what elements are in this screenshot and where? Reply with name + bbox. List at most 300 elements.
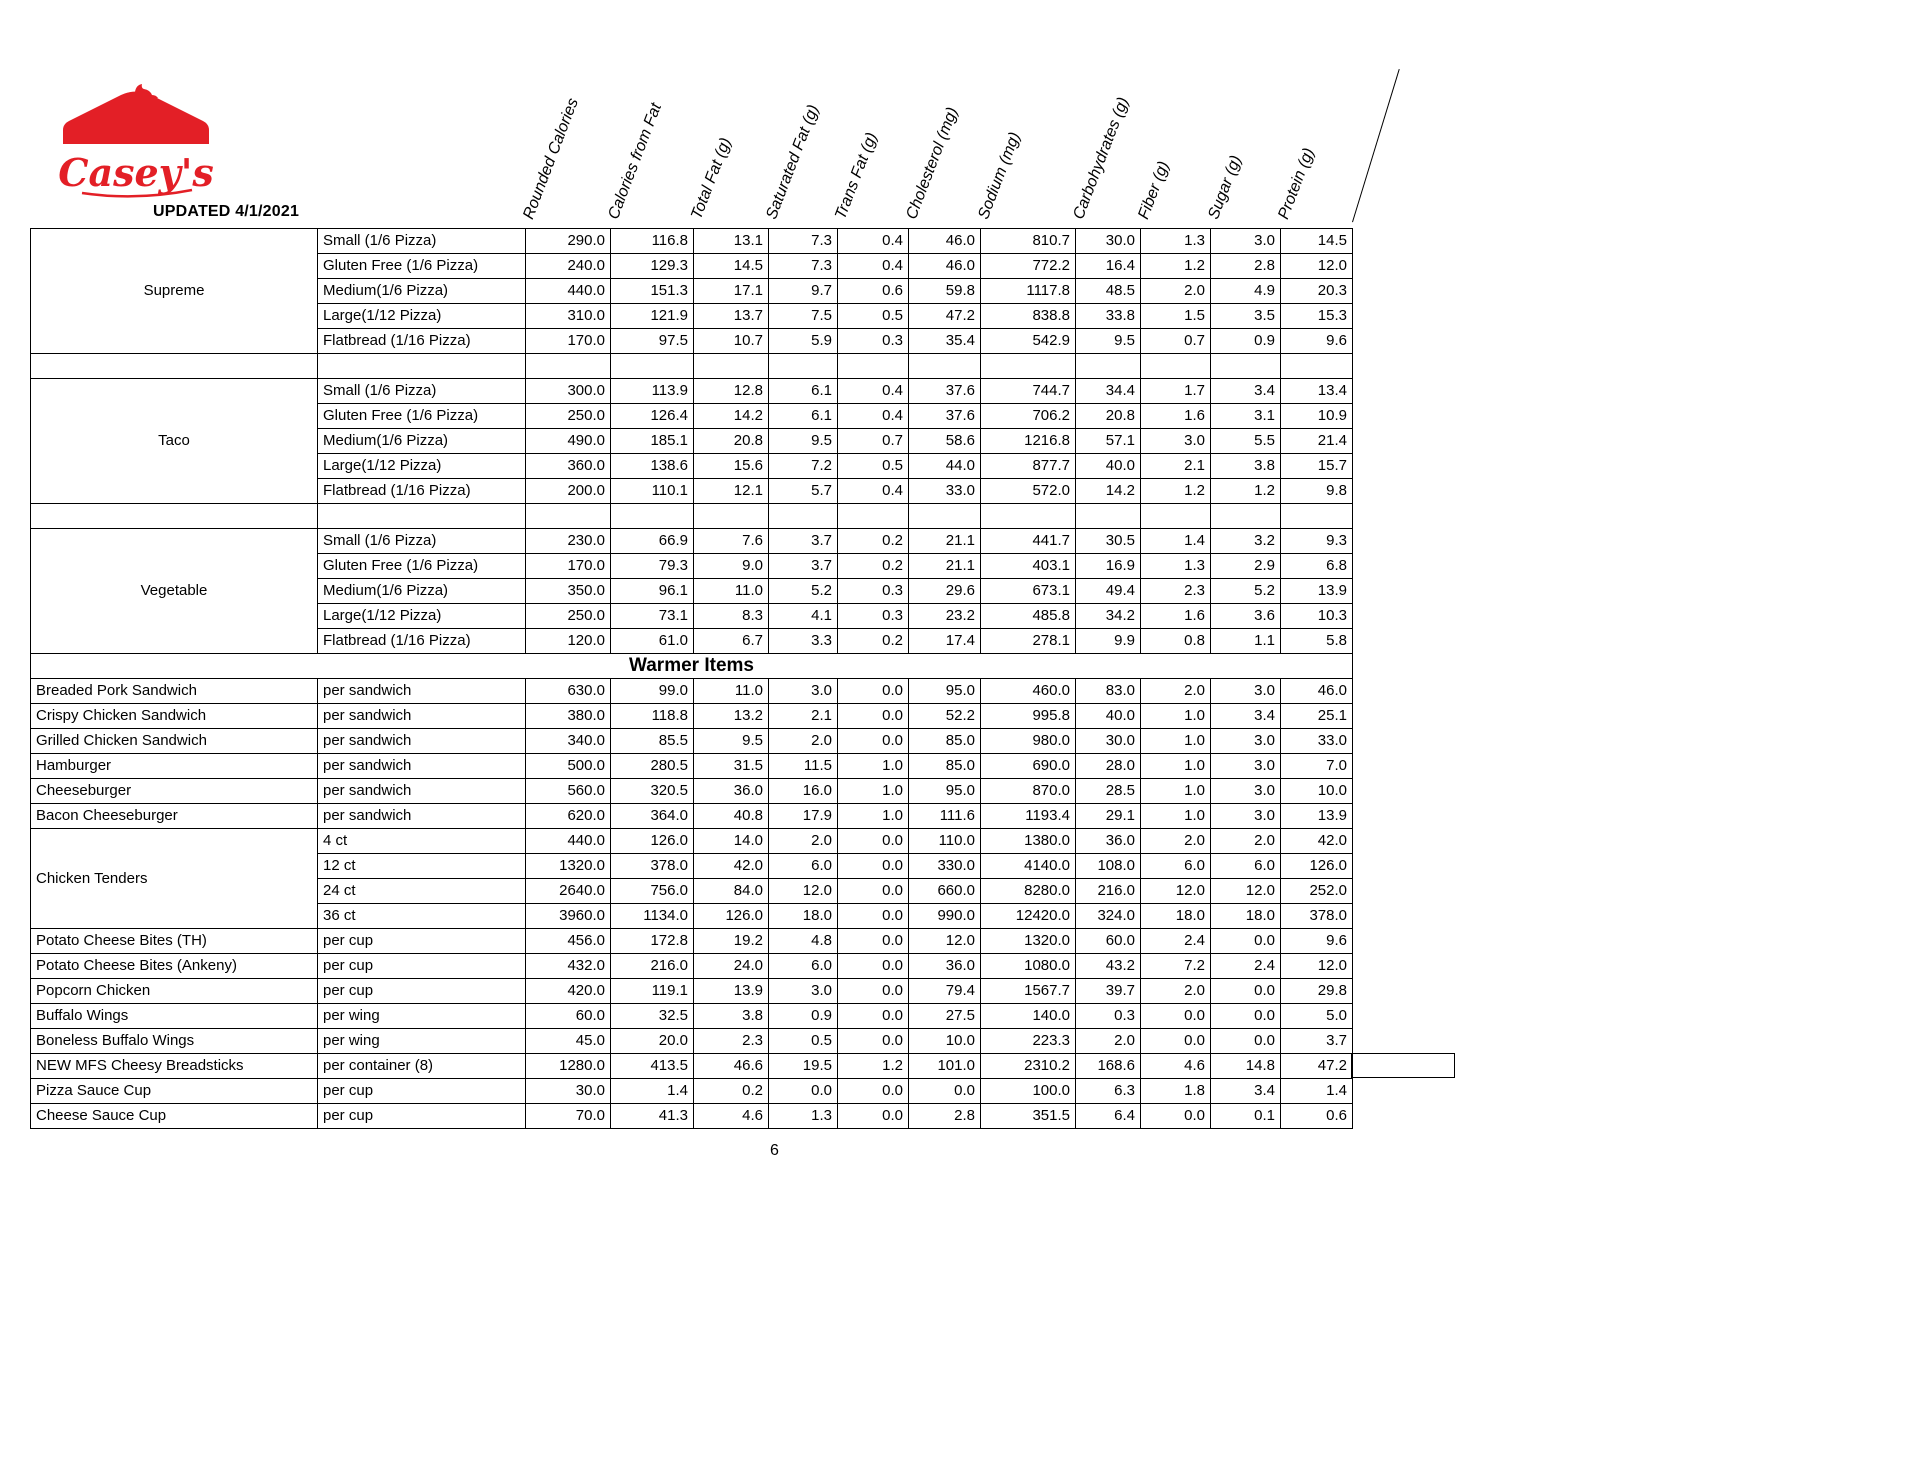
nutrition-value-cell: 29.1 [1076, 804, 1141, 829]
nutrition-value-cell: 0.4 [838, 379, 909, 404]
nutrition-value-cell: 2310.2 [981, 1054, 1076, 1079]
nutrition-value-cell: 33.8 [1076, 304, 1141, 329]
nutrition-value-cell: 113.9 [611, 379, 694, 404]
nutrition-value-cell: 200.0 [526, 479, 611, 504]
nutrition-value-cell: 14.0 [694, 829, 769, 854]
nutrition-value-cell: 170.0 [526, 329, 611, 354]
nutrition-value-cell: 440.0 [526, 829, 611, 854]
spacer-cell [909, 354, 981, 379]
table-row [31, 1054, 1353, 1079]
nutrition-value-cell: 252.0 [1281, 879, 1353, 904]
item-name-cell: Popcorn Chicken [31, 979, 318, 1004]
nutrition-value-cell: 5.8 [1281, 629, 1353, 654]
nutrition-value-cell: 40.0 [1076, 704, 1141, 729]
nutrition-value-cell: 27.5 [909, 1004, 981, 1029]
serving-size-cell: per sandwich [318, 729, 526, 754]
serving-size-cell: per sandwich [318, 754, 526, 779]
nutrition-value-cell: 838.8 [981, 304, 1076, 329]
nutrition-value-cell: 1.0 [838, 754, 909, 779]
nutrition-value-cell: 3.0 [1211, 679, 1281, 704]
nutrition-value-cell: 39.7 [1076, 979, 1141, 1004]
column-headers [0, 0, 1920, 228]
item-name-cell: Grilled Chicken Sandwich [31, 729, 318, 754]
nutrition-value-cell: 2.1 [769, 704, 838, 729]
nutrition-value-cell: 14.2 [1076, 479, 1141, 504]
nutrition-value-cell: 572.0 [981, 479, 1076, 504]
nutrition-value-cell: 7.5 [769, 304, 838, 329]
nutrition-value-cell: 32.5 [611, 1004, 694, 1029]
nutrition-value-cell: 9.5 [769, 429, 838, 454]
column-header-calories-from-fat: Calories from Fat [605, 100, 666, 222]
table-row [31, 1029, 1353, 1054]
item-name-cell: Bacon Cheeseburger [31, 804, 318, 829]
nutrition-value-cell: 3.0 [1211, 754, 1281, 779]
nutrition-value-cell: 36.0 [909, 954, 981, 979]
item-name-cell: Hamburger [31, 754, 318, 779]
nutrition-value-cell: 70.0 [526, 1104, 611, 1129]
nutrition-value-cell: 5.2 [1211, 579, 1281, 604]
nutrition-value-cell: 100.0 [981, 1079, 1076, 1104]
nutrition-value-cell: 84.0 [694, 879, 769, 904]
nutrition-value-cell: 0.0 [1211, 929, 1281, 954]
nutrition-value-cell: 2.3 [1141, 579, 1211, 604]
nutrition-value-cell: 15.7 [1281, 454, 1353, 479]
nutrition-value-cell: 3.5 [1211, 304, 1281, 329]
nutrition-value-cell: 2.1 [1141, 454, 1211, 479]
column-header-protein-g: Protein (g) [1275, 145, 1318, 222]
nutrition-value-cell: 7.6 [694, 529, 769, 554]
nutrition-value-cell: 1.2 [1141, 254, 1211, 279]
nutrition-value-cell: 5.7 [769, 479, 838, 504]
item-name-cell: Buffalo Wings [31, 1004, 318, 1029]
nutrition-value-cell: 2.0 [1076, 1029, 1141, 1054]
nutrition-value-cell: 118.8 [611, 704, 694, 729]
nutrition-value-cell: 756.0 [611, 879, 694, 904]
nutrition-value-cell: 10.0 [1281, 779, 1353, 804]
nutrition-value-cell: 119.1 [611, 979, 694, 1004]
nutrition-value-cell: 3.0 [1141, 429, 1211, 454]
nutrition-value-cell: 5.5 [1211, 429, 1281, 454]
nutrition-value-cell: 14.5 [1281, 229, 1353, 254]
nutrition-value-cell: 47.2 [1281, 1054, 1353, 1079]
nutrition-value-cell: 140.0 [981, 1004, 1076, 1029]
nutrition-value-cell: 9.5 [694, 729, 769, 754]
serving-size-cell: 4 ct [318, 829, 526, 854]
serving-size-cell: per cup [318, 929, 526, 954]
nutrition-value-cell: 7.2 [769, 454, 838, 479]
nutrition-value-cell: 13.7 [694, 304, 769, 329]
nutrition-value-cell: 30.0 [1076, 729, 1141, 754]
nutrition-value-cell: 46.0 [909, 254, 981, 279]
nutrition-value-cell: 0.0 [838, 854, 909, 879]
nutrition-value-cell: 66.9 [611, 529, 694, 554]
nutrition-value-cell: 877.7 [981, 454, 1076, 479]
nutrition-value-cell: 48.5 [1076, 279, 1141, 304]
nutrition-value-cell: 126.0 [611, 829, 694, 854]
spacer-cell [981, 504, 1076, 529]
nutrition-value-cell: 290.0 [526, 229, 611, 254]
nutrition-value-cell: 2.0 [769, 829, 838, 854]
nutrition-value-cell: 17.9 [769, 804, 838, 829]
nutrition-value-cell: 37.6 [909, 379, 981, 404]
nutrition-value-cell: 12.0 [1141, 879, 1211, 904]
nutrition-value-cell: 83.0 [1076, 679, 1141, 704]
nutrition-value-cell: 57.1 [1076, 429, 1141, 454]
table-row [31, 929, 1353, 954]
nutrition-value-cell: 5.0 [1281, 1004, 1353, 1029]
nutrition-value-cell: 620.0 [526, 804, 611, 829]
nutrition-value-cell: 4.6 [1141, 1054, 1211, 1079]
spacer-cell [318, 504, 526, 529]
nutrition-value-cell: 744.7 [981, 379, 1076, 404]
nutrition-value-cell: 85.0 [909, 729, 981, 754]
nutrition-value-cell: 3.2 [1211, 529, 1281, 554]
nutrition-value-cell: 278.1 [981, 629, 1076, 654]
nutrition-value-cell: 3.4 [1211, 1079, 1281, 1104]
nutrition-value-cell: 460.0 [981, 679, 1076, 704]
nutrition-value-cell: 1.7 [1141, 379, 1211, 404]
nutrition-value-cell: 0.0 [838, 904, 909, 929]
spacer-cell [611, 354, 694, 379]
nutrition-value-cell: 9.8 [1281, 479, 1353, 504]
empty-side-cell [1351, 1053, 1455, 1078]
nutrition-value-cell: 0.0 [838, 829, 909, 854]
serving-size-cell: Flatbread (1/16 Pizza) [318, 479, 526, 504]
nutrition-value-cell: 12.0 [1281, 254, 1353, 279]
nutrition-value-cell: 340.0 [526, 729, 611, 754]
serving-size-cell: Large(1/12 Pizza) [318, 604, 526, 629]
nutrition-value-cell: 1280.0 [526, 1054, 611, 1079]
nutrition-value-cell: 351.5 [981, 1104, 1076, 1129]
item-name-cell: Pizza Sauce Cup [31, 1079, 318, 1104]
nutrition-value-cell: 10.0 [909, 1029, 981, 1054]
spacer-row [31, 504, 1353, 529]
table-row [31, 704, 1353, 729]
nutrition-value-cell: 2.0 [769, 729, 838, 754]
nutrition-value-cell: 30.5 [1076, 529, 1141, 554]
table-row [31, 979, 1353, 1004]
nutrition-value-cell: 6.1 [769, 404, 838, 429]
item-name-cell: Cheese Sauce Cup [31, 1104, 318, 1129]
nutrition-value-cell: 0.2 [838, 554, 909, 579]
nutrition-value-cell: 12.0 [909, 929, 981, 954]
nutrition-value-cell: 95.0 [909, 679, 981, 704]
nutrition-value-cell: 0.0 [838, 679, 909, 704]
nutrition-value-cell: 17.4 [909, 629, 981, 654]
spacer-cell [981, 354, 1076, 379]
nutrition-value-cell: 9.9 [1076, 629, 1141, 654]
nutrition-value-cell: 3.7 [769, 554, 838, 579]
nutrition-value-cell: 2.9 [1211, 554, 1281, 579]
nutrition-value-cell: 12.8 [694, 379, 769, 404]
nutrition-value-cell: 2.4 [1211, 954, 1281, 979]
nutrition-value-cell: 3.7 [769, 529, 838, 554]
nutrition-value-cell: 0.7 [838, 429, 909, 454]
nutrition-value-cell: 18.0 [1141, 904, 1211, 929]
nutrition-value-cell: 3.8 [694, 1004, 769, 1029]
nutrition-value-cell: 1320.0 [981, 929, 1076, 954]
nutrition-value-cell: 3.4 [1211, 704, 1281, 729]
spacer-cell [694, 354, 769, 379]
nutrition-value-cell: 1.4 [1141, 529, 1211, 554]
nutrition-value-cell: 1.1 [1211, 629, 1281, 654]
nutrition-value-cell: 280.5 [611, 754, 694, 779]
spacer-cell [909, 504, 981, 529]
table-row [31, 779, 1353, 804]
nutrition-value-cell: 20.8 [694, 429, 769, 454]
nutrition-value-cell: 2.8 [1211, 254, 1281, 279]
nutrition-value-cell: 13.2 [694, 704, 769, 729]
nutrition-value-cell: 110.1 [611, 479, 694, 504]
spacer-cell [1076, 354, 1141, 379]
spacer-cell [1211, 504, 1281, 529]
nutrition-value-cell: 0.6 [838, 279, 909, 304]
nutrition-value-cell: 0.0 [838, 704, 909, 729]
nutrition-value-cell: 42.0 [1281, 829, 1353, 854]
nutrition-value-cell: 1.6 [1141, 604, 1211, 629]
nutrition-value-cell: 12.1 [694, 479, 769, 504]
nutrition-value-cell: 2640.0 [526, 879, 611, 904]
nutrition-value-cell: 330.0 [909, 854, 981, 879]
nutrition-value-cell: 8.3 [694, 604, 769, 629]
nutrition-value-cell: 168.6 [1076, 1054, 1141, 1079]
nutrition-value-cell: 542.9 [981, 329, 1076, 354]
spacer-cell [1281, 504, 1353, 529]
nutrition-value-cell: 240.0 [526, 254, 611, 279]
serving-size-cell: per cup [318, 1079, 526, 1104]
nutrition-value-cell: 0.5 [838, 454, 909, 479]
nutrition-value-cell: 138.6 [611, 454, 694, 479]
nutrition-value-cell: 1.4 [1281, 1079, 1353, 1104]
nutrition-value-cell: 97.5 [611, 329, 694, 354]
nutrition-value-cell: 0.4 [838, 404, 909, 429]
nutrition-value-cell: 24.0 [694, 954, 769, 979]
nutrition-value-cell: 1216.8 [981, 429, 1076, 454]
nutrition-value-cell: 1.8 [1141, 1079, 1211, 1104]
nutrition-value-cell: 3.6 [1211, 604, 1281, 629]
nutrition-value-cell: 18.0 [769, 904, 838, 929]
nutrition-value-cell: 126.0 [1281, 854, 1353, 879]
nutrition-value-cell: 630.0 [526, 679, 611, 704]
nutrition-value-cell: 121.9 [611, 304, 694, 329]
nutrition-value-cell: 28.0 [1076, 754, 1141, 779]
nutrition-value-cell: 216.0 [611, 954, 694, 979]
nutrition-value-cell: 7.0 [1281, 754, 1353, 779]
nutrition-value-cell: 36.0 [694, 779, 769, 804]
table-row [31, 1079, 1353, 1104]
nutrition-value-cell: 17.1 [694, 279, 769, 304]
updated-date-label: UPDATED 4/1/2021 [153, 203, 300, 220]
nutrition-value-cell: 129.3 [611, 254, 694, 279]
nutrition-value-cell: 1.0 [1141, 779, 1211, 804]
nutrition-value-cell: 485.8 [981, 604, 1076, 629]
serving-size-cell: Medium(1/6 Pizza) [318, 279, 526, 304]
column-header-fiber-g: Fiber (g) [1135, 159, 1173, 222]
nutrition-value-cell: 0.5 [838, 304, 909, 329]
nutrition-value-cell: 13.9 [1281, 579, 1353, 604]
table-row [31, 954, 1353, 979]
spacer-cell [1141, 354, 1211, 379]
nutrition-value-cell: 673.1 [981, 579, 1076, 604]
serving-size-cell: 12 ct [318, 854, 526, 879]
item-name-cell: Breaded Pork Sandwich [31, 679, 318, 704]
spacer-cell [31, 504, 318, 529]
nutrition-value-cell: 13.9 [694, 979, 769, 1004]
group-name-cell: Supreme [31, 229, 318, 354]
nutrition-value-cell: 0.0 [1141, 1104, 1211, 1129]
nutrition-value-cell: 2.4 [1141, 929, 1211, 954]
nutrition-value-cell: 34.4 [1076, 379, 1141, 404]
nutrition-value-cell: 810.7 [981, 229, 1076, 254]
nutrition-value-cell: 12.0 [1281, 954, 1353, 979]
nutrition-value-cell: 23.2 [909, 604, 981, 629]
nutrition-value-cell: 1117.8 [981, 279, 1076, 304]
nutrition-value-cell: 432.0 [526, 954, 611, 979]
nutrition-value-cell: 7.3 [769, 254, 838, 279]
nutrition-value-cell: 1.3 [1141, 554, 1211, 579]
nutrition-value-cell: 96.1 [611, 579, 694, 604]
nutrition-value-cell: 441.7 [981, 529, 1076, 554]
nutrition-value-cell: 3.0 [1211, 779, 1281, 804]
nutrition-value-cell: 9.5 [1076, 329, 1141, 354]
nutrition-value-cell: 403.1 [981, 554, 1076, 579]
nutrition-value-cell: 1.2 [1141, 479, 1211, 504]
nutrition-value-cell: 0.4 [838, 229, 909, 254]
nutrition-value-cell: 14.2 [694, 404, 769, 429]
nutrition-value-cell: 40.8 [694, 804, 769, 829]
spacer-cell [1141, 504, 1211, 529]
serving-size-cell: Small (1/6 Pizza) [318, 529, 526, 554]
nutrition-value-cell: 0.3 [1076, 1004, 1141, 1029]
nutrition-value-cell: 0.0 [838, 979, 909, 1004]
nutrition-value-cell: 3.0 [769, 679, 838, 704]
nutrition-value-cell: 995.8 [981, 704, 1076, 729]
table-row [31, 229, 1353, 254]
nutrition-value-cell: 33.0 [909, 479, 981, 504]
nutrition-value-cell: 4.1 [769, 604, 838, 629]
nutrition-value-cell: 0.4 [838, 479, 909, 504]
nutrition-value-cell: 360.0 [526, 454, 611, 479]
nutrition-value-cell: 1.0 [1141, 804, 1211, 829]
nutrition-value-cell: 110.0 [909, 829, 981, 854]
nutrition-value-cell: 1.2 [838, 1054, 909, 1079]
nutrition-value-cell: 0.0 [1211, 1029, 1281, 1054]
nutrition-value-cell: 44.0 [909, 454, 981, 479]
nutrition-value-cell: 990.0 [909, 904, 981, 929]
nutrition-value-cell: 3960.0 [526, 904, 611, 929]
nutrition-value-cell: 0.6 [1281, 1104, 1353, 1129]
nutrition-value-cell: 85.5 [611, 729, 694, 754]
serving-size-cell: per wing [318, 1004, 526, 1029]
nutrition-value-cell: 3.0 [769, 979, 838, 1004]
nutrition-value-cell: 95.0 [909, 779, 981, 804]
serving-size-cell: per sandwich [318, 704, 526, 729]
nutrition-value-cell: 10.7 [694, 329, 769, 354]
spacer-cell [31, 354, 318, 379]
nutrition-value-cell: 2.0 [1141, 679, 1211, 704]
spacer-row [31, 354, 1353, 379]
nutrition-value-cell: 9.7 [769, 279, 838, 304]
nutrition-value-cell: 364.0 [611, 804, 694, 829]
serving-size-cell: Small (1/6 Pizza) [318, 229, 526, 254]
nutrition-value-cell: 250.0 [526, 604, 611, 629]
nutrition-value-cell: 28.5 [1076, 779, 1141, 804]
nutrition-value-cell: 11.0 [694, 579, 769, 604]
nutrition-value-cell: 9.0 [694, 554, 769, 579]
section-header-label: Warmer Items [31, 654, 1353, 679]
nutrition-value-cell: 2.8 [909, 1104, 981, 1129]
nutrition-value-cell: 7.2 [1141, 954, 1211, 979]
nutrition-value-cell: 0.0 [838, 729, 909, 754]
spacer-cell [694, 504, 769, 529]
brand-wordmark: Casey's [58, 150, 214, 195]
nutrition-table [30, 228, 1353, 1129]
nutrition-value-cell: 0.3 [838, 579, 909, 604]
table-row [31, 1104, 1353, 1129]
nutrition-value-cell: 7.3 [769, 229, 838, 254]
nutrition-value-cell: 11.0 [694, 679, 769, 704]
nutrition-value-cell: 1320.0 [526, 854, 611, 879]
nutrition-value-cell: 0.3 [838, 604, 909, 629]
serving-size-cell: per sandwich [318, 779, 526, 804]
nutrition-value-cell: 772.2 [981, 254, 1076, 279]
nutrition-value-cell: 43.2 [1076, 954, 1141, 979]
nutrition-value-cell: 1.6 [1141, 404, 1211, 429]
nutrition-value-cell: 0.9 [769, 1004, 838, 1029]
nutrition-value-cell: 0.1 [1211, 1104, 1281, 1129]
item-name-cell: Potato Cheese Bites (Ankeny) [31, 954, 318, 979]
nutrition-value-cell: 58.6 [909, 429, 981, 454]
serving-size-cell: per sandwich [318, 679, 526, 704]
nutrition-value-cell: 2.0 [1141, 829, 1211, 854]
nutrition-value-cell: 0.4 [838, 254, 909, 279]
nutrition-value-cell: 116.8 [611, 229, 694, 254]
table-row [31, 754, 1353, 779]
serving-size-cell: per wing [318, 1029, 526, 1054]
nutrition-value-cell: 21.4 [1281, 429, 1353, 454]
serving-size-cell: Gluten Free (1/6 Pizza) [318, 254, 526, 279]
nutrition-value-cell: 3.4 [1211, 379, 1281, 404]
nutrition-value-cell: 59.8 [909, 279, 981, 304]
nutrition-value-cell: 440.0 [526, 279, 611, 304]
serving-size-cell: per cup [318, 979, 526, 1004]
serving-size-cell: Large(1/12 Pizza) [318, 304, 526, 329]
nutrition-value-cell: 11.5 [769, 754, 838, 779]
nutrition-value-cell: 21.1 [909, 554, 981, 579]
item-name-cell: NEW MFS Cheesy Breadsticks [31, 1054, 318, 1079]
nutrition-value-cell: 60.0 [1076, 929, 1141, 954]
nutrition-value-cell: 870.0 [981, 779, 1076, 804]
column-header-carbohydrates-g: Carbohydrates (g) [1070, 95, 1133, 222]
nutrition-value-cell: 12.0 [769, 879, 838, 904]
column-header-trans-fat-g: Trans Fat (g) [832, 130, 881, 222]
nutrition-value-cell: 456.0 [526, 929, 611, 954]
nutrition-value-cell: 5.2 [769, 579, 838, 604]
nutrition-value-cell: 980.0 [981, 729, 1076, 754]
nutrition-value-cell: 8280.0 [981, 879, 1076, 904]
nutrition-value-cell: 16.0 [769, 779, 838, 804]
nutrition-value-cell: 0.0 [769, 1079, 838, 1104]
nutrition-value-cell: 216.0 [1076, 879, 1141, 904]
nutrition-value-cell: 6.3 [1076, 1079, 1141, 1104]
nutrition-value-cell: 6.8 [1281, 554, 1353, 579]
nutrition-value-cell: 0.8 [1141, 629, 1211, 654]
item-name-cell: Boneless Buffalo Wings [31, 1029, 318, 1054]
nutrition-value-cell: 10.9 [1281, 404, 1353, 429]
nutrition-value-cell: 3.3 [769, 629, 838, 654]
nutrition-value-cell: 560.0 [526, 779, 611, 804]
nutrition-value-cell: 111.6 [909, 804, 981, 829]
